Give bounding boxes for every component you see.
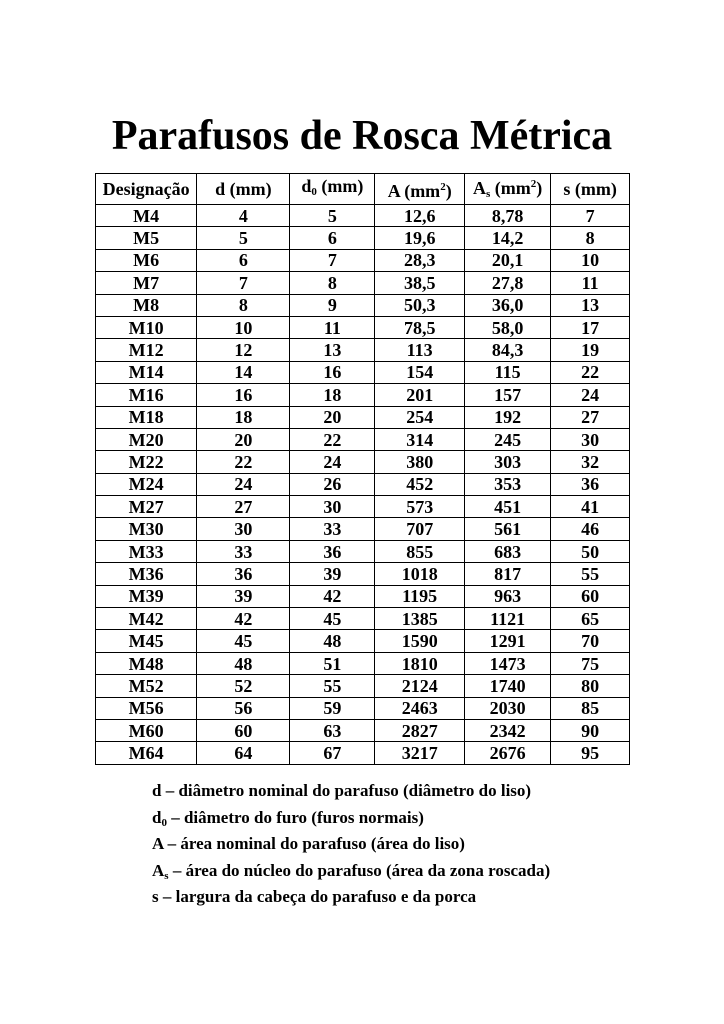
- table-cell: 46: [551, 518, 630, 540]
- table-cell: 113: [375, 339, 465, 361]
- table-cell: 56: [197, 697, 290, 719]
- table-cell: 5: [290, 205, 375, 227]
- table-cell: 6: [290, 227, 375, 249]
- table-cell: 13: [551, 294, 630, 316]
- table-cell: 8: [290, 272, 375, 294]
- table-cell: 30: [197, 518, 290, 540]
- table-cell: 27: [197, 496, 290, 518]
- table-cell: 55: [290, 675, 375, 697]
- table-cell: 84,3: [465, 339, 551, 361]
- table-cell: 7: [551, 205, 630, 227]
- table-cell: 39: [290, 563, 375, 585]
- table-row: [96, 563, 630, 585]
- table-cell: 45: [290, 608, 375, 630]
- table-cell: 85: [551, 697, 630, 719]
- table-cell: 2463: [375, 697, 465, 719]
- table-cell: 18: [290, 384, 375, 406]
- table-cell: M64: [96, 742, 197, 764]
- table-cell: 58,0: [465, 316, 551, 338]
- table-cell: M48: [96, 652, 197, 674]
- table-cell: M56: [96, 697, 197, 719]
- table-row: [96, 608, 630, 630]
- table-row: [96, 361, 630, 383]
- table-cell: 13: [290, 339, 375, 361]
- legend-symbol: A: [152, 860, 165, 880]
- table-row: [96, 294, 630, 316]
- legend-item: [152, 858, 550, 885]
- table-cell: 27,8: [465, 272, 551, 294]
- table-row: [96, 249, 630, 271]
- legend-text: – diâmetro do furo (furos normais): [166, 807, 424, 827]
- table-row: [96, 652, 630, 674]
- legend-symbol: A: [152, 834, 164, 854]
- table-cell: 63: [290, 719, 375, 741]
- table-cell: 60: [551, 585, 630, 607]
- table-cell: 11: [551, 272, 630, 294]
- legend-symbol-subscript: 0: [161, 816, 167, 829]
- table-cell: 17: [551, 316, 630, 338]
- table-cell: 67: [290, 742, 375, 764]
- table-cell: 18: [197, 406, 290, 428]
- table-cell: M27: [96, 496, 197, 518]
- table-cell: 451: [465, 496, 551, 518]
- table-cell: 20: [290, 406, 375, 428]
- table-cell: M39: [96, 585, 197, 607]
- table-cell: 55: [551, 563, 630, 585]
- table-cell: 855: [375, 540, 465, 562]
- table-row: [96, 205, 630, 227]
- table-cell: M4: [96, 205, 197, 227]
- table-cell: 3217: [375, 742, 465, 764]
- table-cell: 22: [197, 451, 290, 473]
- table-cell: M45: [96, 630, 197, 652]
- table-cell: 4: [197, 205, 290, 227]
- table-cell: 41: [551, 496, 630, 518]
- table-cell: M52: [96, 675, 197, 697]
- header-d0: $d_0$ (mm): [290, 174, 375, 205]
- table-cell: 20,1: [465, 249, 551, 271]
- table-cell: 1018: [375, 563, 465, 585]
- table-cell: 48: [197, 652, 290, 674]
- table-row: [96, 585, 630, 607]
- table-cell: 380: [375, 451, 465, 473]
- table-cell: 16: [290, 361, 375, 383]
- legend-item: [152, 805, 550, 832]
- legend-symbol: d: [152, 807, 162, 827]
- table-cell: 26: [290, 473, 375, 495]
- table-cell: 452: [375, 473, 465, 495]
- header-designacao: Designação: [96, 174, 197, 205]
- table-cell: 8,78: [465, 205, 551, 227]
- table-cell: 36: [551, 473, 630, 495]
- table-cell: 707: [375, 518, 465, 540]
- table-cell: 6: [197, 249, 290, 271]
- table-cell: 12,6: [375, 205, 465, 227]
- table-cell: 2030: [465, 697, 551, 719]
- page-title: Parafusos de Rosca Métrica: [111, 113, 613, 159]
- table-cell: 14: [197, 361, 290, 383]
- table-cell: 561: [465, 518, 551, 540]
- table-cell: 42: [290, 585, 375, 607]
- legend-item: [152, 884, 550, 911]
- table-cell: 33: [290, 518, 375, 540]
- table-cell: 70: [551, 630, 630, 652]
- table-row: [96, 719, 630, 741]
- table-cell: 2124: [375, 675, 465, 697]
- legend-text: – diâmetro nominal do parafuso (diâmetro do liso): [161, 781, 532, 800]
- legend-item: [152, 831, 550, 858]
- table-cell: 2676: [465, 742, 551, 764]
- table-cell: 32: [551, 451, 630, 473]
- table-cell: 314: [375, 428, 465, 450]
- table-cell: 1195: [375, 585, 465, 607]
- table-row: [96, 272, 630, 294]
- table-cell: 78,5: [375, 316, 465, 338]
- table-cell: 19,6: [375, 227, 465, 249]
- table-cell: 1385: [375, 608, 465, 630]
- legend-text: – largura da cabeça do parafuso e da porca: [158, 887, 477, 907]
- table-cell: 95: [551, 742, 630, 764]
- table-row: [96, 518, 630, 540]
- table-cell: 60: [197, 719, 290, 741]
- legend-list: [152, 778, 550, 911]
- table-cell: 36: [197, 563, 290, 585]
- legend-symbol: s: [152, 887, 159, 907]
- header-a: A $(mm^2)$: [375, 174, 465, 205]
- table-row: [96, 406, 630, 428]
- table-cell: 817: [465, 563, 551, 585]
- table-cell: 22: [290, 428, 375, 450]
- table-cell: 30: [551, 428, 630, 450]
- table-row: [96, 473, 630, 495]
- table-cell: 8: [197, 294, 290, 316]
- table-cell: M30: [96, 518, 197, 540]
- header-as: $A_s$ $(mm^2)$: [465, 174, 551, 205]
- table-cell: 65: [551, 608, 630, 630]
- table-cell: M5: [96, 227, 197, 249]
- table-cell: 45: [197, 630, 290, 652]
- table-cell: 27: [551, 406, 630, 428]
- table-cell: M24: [96, 473, 197, 495]
- header-s: s (mm): [551, 174, 630, 205]
- table-cell: 36: [290, 540, 375, 562]
- table-cell: 50,3: [375, 294, 465, 316]
- table-cell: M22: [96, 451, 197, 473]
- table-cell: 10: [197, 316, 290, 338]
- table-row: [96, 675, 630, 697]
- table-cell: 1121: [465, 608, 551, 630]
- table-cell: M10: [96, 316, 197, 338]
- table-cell: 51: [290, 652, 375, 674]
- table-row: [96, 451, 630, 473]
- table-cell: 59: [290, 697, 375, 719]
- table-cell: 1291: [465, 630, 551, 652]
- table-cell: 8: [551, 227, 630, 249]
- table-cell: M36: [96, 563, 197, 585]
- table-cell: 19: [551, 339, 630, 361]
- table-cell: 39: [197, 585, 290, 607]
- table-cell: M7: [96, 272, 197, 294]
- table-cell: 1810: [375, 652, 465, 674]
- table-cell: 11: [290, 316, 375, 338]
- table-cell: 33: [197, 540, 290, 562]
- table-cell: 14,2: [465, 227, 551, 249]
- table-cell: 201: [375, 384, 465, 406]
- table-cell: 64: [197, 742, 290, 764]
- table-cell: 573: [375, 496, 465, 518]
- table-cell: 353: [465, 473, 551, 495]
- legend-text: – área nominal do parafuso (área do liso): [163, 834, 465, 854]
- table-cell: 52: [197, 675, 290, 697]
- table-cell: 157: [465, 384, 551, 406]
- table-cell: M20: [96, 428, 197, 450]
- table-cell: 50: [551, 540, 630, 562]
- table-row: [96, 339, 630, 361]
- metric-screw-table: [95, 173, 630, 765]
- table-row: [96, 742, 630, 764]
- table-cell: M6: [96, 249, 197, 271]
- table-cell: M18: [96, 406, 197, 428]
- table-row: [96, 697, 630, 719]
- table-cell: 24: [290, 451, 375, 473]
- table-row: [96, 227, 630, 249]
- table-cell: 7: [290, 249, 375, 271]
- table-cell: 30: [290, 496, 375, 518]
- table-row: [96, 384, 630, 406]
- table-cell: 303: [465, 451, 551, 473]
- legend-item: [152, 778, 550, 805]
- table-cell: 90: [551, 719, 630, 741]
- table-row: [96, 428, 630, 450]
- table-body: [96, 205, 630, 765]
- table-cell: 20: [197, 428, 290, 450]
- table-cell: M14: [96, 361, 197, 383]
- table-cell: 75: [551, 652, 630, 674]
- table-row: [96, 496, 630, 518]
- table-row: [96, 540, 630, 562]
- table-cell: 963: [465, 585, 551, 607]
- table-cell: 115: [465, 361, 551, 383]
- table-cell: 80: [551, 675, 630, 697]
- table-cell: 12: [197, 339, 290, 361]
- table-cell: 16: [197, 384, 290, 406]
- legend-symbol: d: [152, 781, 162, 800]
- table-cell: 5: [197, 227, 290, 249]
- table-cell: M60: [96, 719, 197, 741]
- table-cell: 1740: [465, 675, 551, 697]
- header-d: d (mm): [197, 174, 290, 205]
- table-cell: 28,3: [375, 249, 465, 271]
- table-cell: 48: [290, 630, 375, 652]
- table-cell: 38,5: [375, 272, 465, 294]
- table-cell: 2827: [375, 719, 465, 741]
- table-cell: 245: [465, 428, 551, 450]
- table-cell: M12: [96, 339, 197, 361]
- table-cell: 24: [197, 473, 290, 495]
- table-cell: 42: [197, 608, 290, 630]
- table-cell: 36,0: [465, 294, 551, 316]
- table-cell: 10: [551, 249, 630, 271]
- table-cell: 254: [375, 406, 465, 428]
- table-cell: 9: [290, 294, 375, 316]
- table-cell: 192: [465, 406, 551, 428]
- table-cell: M42: [96, 608, 197, 630]
- table-row: [96, 316, 630, 338]
- table-cell: M16: [96, 384, 197, 406]
- table-cell: 7: [197, 272, 290, 294]
- table-cell: M33: [96, 540, 197, 562]
- table-cell: 2342: [465, 719, 551, 741]
- legend-symbol-subscript: s: [164, 869, 169, 882]
- table-cell: 24: [551, 384, 630, 406]
- legend-text: – área do núcleo do parafuso (área da zona roscada): [168, 860, 551, 880]
- table-row: [96, 630, 630, 652]
- table-cell: 22: [551, 361, 630, 383]
- table-cell: M8: [96, 294, 197, 316]
- table-cell: 1473: [465, 652, 551, 674]
- table-cell: 154: [375, 361, 465, 383]
- table-header-row: [96, 174, 630, 205]
- table-cell: 683: [465, 540, 551, 562]
- table-cell: 1590: [375, 630, 465, 652]
